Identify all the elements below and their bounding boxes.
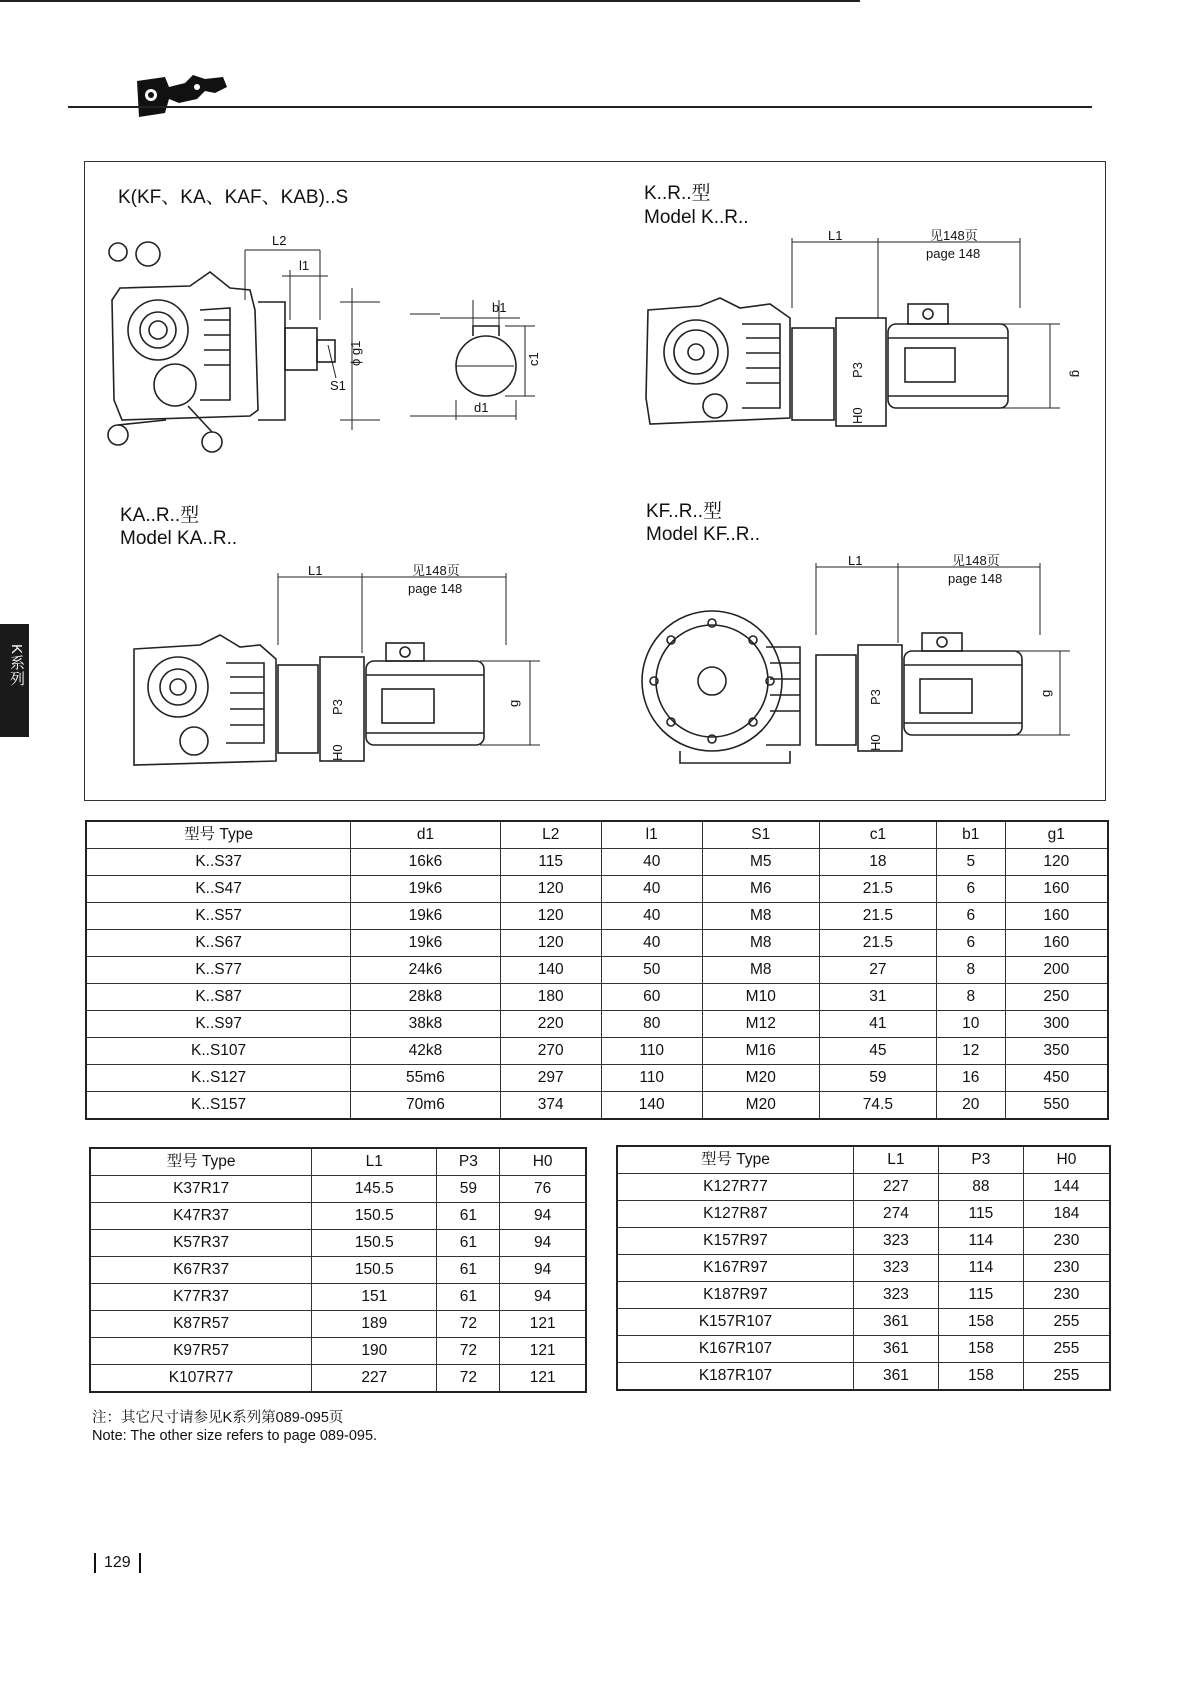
table-cell: 70m6	[351, 1092, 501, 1120]
table-cell: 61	[437, 1257, 500, 1284]
table-row	[86, 1011, 1108, 1038]
table-cell: 115	[500, 849, 601, 876]
table-row	[617, 1201, 1110, 1228]
table-cell: 16k6	[351, 849, 501, 876]
dim-H0-fig2: H0	[850, 407, 865, 424]
table-cell: K97R57	[90, 1338, 312, 1365]
table-cell: 361	[853, 1363, 938, 1391]
table-row	[617, 1228, 1110, 1255]
table-cell: 140	[601, 1092, 702, 1120]
table-row	[90, 1365, 586, 1393]
shaft-dimension-table	[85, 820, 1109, 1120]
table-cell: 150.5	[312, 1203, 437, 1230]
table-cell: K..S107	[86, 1038, 351, 1065]
column-header: 型号 Type	[90, 1148, 312, 1176]
table-row	[617, 1255, 1110, 1282]
table-cell: 21.5	[819, 876, 936, 903]
table-row	[86, 1038, 1108, 1065]
table-cell: 6	[936, 930, 1005, 957]
page-number-text: 129	[104, 1554, 131, 1572]
table-cell: K127R77	[617, 1174, 853, 1201]
dim-d1: d1	[474, 400, 489, 415]
dim-g-fig2: g	[1069, 370, 1084, 378]
fig4-title-cn: KF..R..型	[646, 501, 723, 522]
table-cell: 40	[601, 876, 702, 903]
column-header: P3	[938, 1146, 1023, 1174]
dim-H0-fig3: H0	[330, 744, 345, 761]
table-cell: K47R37	[90, 1203, 312, 1230]
table-cell: 220	[500, 1011, 601, 1038]
table-cell: 300	[1005, 1011, 1108, 1038]
table-cell: M8	[702, 903, 819, 930]
table-cell: 38k8	[351, 1011, 501, 1038]
table-cell: 189	[312, 1311, 437, 1338]
table-cell: 145.5	[312, 1176, 437, 1203]
table-cell: M16	[702, 1038, 819, 1065]
side-section-tab: K系列	[0, 624, 29, 737]
column-header: H0	[1023, 1146, 1110, 1174]
table-cell: M20	[702, 1065, 819, 1092]
dim-P3-fig3: P3	[330, 699, 345, 715]
table-cell: K..S47	[86, 876, 351, 903]
fig1-title: K(KF、KA、KAF、KAB)..S	[118, 187, 349, 208]
dim-l1: l1	[299, 258, 310, 273]
table-cell: K87R57	[90, 1311, 312, 1338]
column-header: L1	[853, 1146, 938, 1174]
table-row	[90, 1257, 586, 1284]
table-row	[617, 1309, 1110, 1336]
note-english: Note: The other size refers to page 089-095.	[92, 1428, 378, 1444]
table-cell: 94	[500, 1284, 586, 1311]
dim-see-cn-fig3: 见148页	[412, 563, 460, 578]
table-cell: K187R97	[617, 1282, 853, 1309]
table-cell: 230	[1023, 1228, 1110, 1255]
column-header: g1	[1005, 821, 1108, 849]
table-row	[86, 849, 1108, 876]
dim-L1-fig3: L1	[308, 563, 323, 578]
table-cell: K157R97	[617, 1228, 853, 1255]
table-cell: K..S37	[86, 849, 351, 876]
table-cell: K..S87	[86, 984, 351, 1011]
table-cell: 323	[853, 1255, 938, 1282]
table-cell: 74.5	[819, 1092, 936, 1120]
table-cell: K..S127	[86, 1065, 351, 1092]
table-cell: 158	[938, 1309, 1023, 1336]
table-cell: 59	[437, 1176, 500, 1203]
table-cell: 361	[853, 1336, 938, 1363]
dim-see-cn-fig2: 见148页	[930, 228, 978, 243]
table-cell: K77R37	[90, 1284, 312, 1311]
fig4-gearbox-motor-drawing	[640, 555, 1080, 780]
table-cell: 151	[312, 1284, 437, 1311]
adapter-dimension-table-right	[616, 1145, 1111, 1391]
table-cell: 21.5	[819, 930, 936, 957]
table-cell: 40	[601, 930, 702, 957]
table-cell: M20	[702, 1092, 819, 1120]
table-cell: 19k6	[351, 876, 501, 903]
fig3-title-en: Model KA..R..	[120, 528, 238, 549]
table-cell: 61	[437, 1203, 500, 1230]
fig2-title-en: Model K..R..	[644, 207, 749, 228]
table-cell: K..S97	[86, 1011, 351, 1038]
fig4-title-en: Model KF..R..	[646, 524, 761, 545]
dim-see-en-fig4: page 148	[948, 571, 1003, 586]
table-cell: 255	[1023, 1309, 1110, 1336]
table-cell: 8	[936, 957, 1005, 984]
table-cell: 121	[500, 1311, 586, 1338]
dim-c1: c1	[526, 352, 541, 366]
table-cell: 270	[500, 1038, 601, 1065]
table-cell: 160	[1005, 903, 1108, 930]
table-cell: 27	[819, 957, 936, 984]
table-cell: 19k6	[351, 930, 501, 957]
table-cell: K..S67	[86, 930, 351, 957]
table-cell: 20	[936, 1092, 1005, 1120]
table-row	[90, 1176, 586, 1203]
table-cell: 184	[1023, 1201, 1110, 1228]
table-cell: 120	[500, 930, 601, 957]
dim-g-fig3: g	[506, 699, 521, 707]
table-cell: K167R97	[617, 1255, 853, 1282]
table-cell: 94	[500, 1203, 586, 1230]
column-header: 型号 Type	[617, 1146, 853, 1174]
table-row	[90, 1203, 586, 1230]
table-cell: 120	[1005, 849, 1108, 876]
table-cell: 28k8	[351, 984, 501, 1011]
column-header: b1	[936, 821, 1005, 849]
column-header: c1	[819, 821, 936, 849]
table-cell: 72	[437, 1311, 500, 1338]
table-row	[617, 1363, 1110, 1391]
table-cell: 40	[601, 849, 702, 876]
table-cell: 59	[819, 1065, 936, 1092]
table-cell: 350	[1005, 1038, 1108, 1065]
table-cell: 94	[500, 1257, 586, 1284]
dim-S1: S1	[330, 378, 346, 393]
table-cell: 5	[936, 849, 1005, 876]
column-header: P3	[437, 1148, 500, 1176]
page-number	[86, 1553, 149, 1573]
table-cell: K127R87	[617, 1201, 853, 1228]
table-cell: 230	[1023, 1255, 1110, 1282]
table-cell: K37R17	[90, 1176, 312, 1203]
table-cell: K..S57	[86, 903, 351, 930]
table-cell: 230	[1023, 1282, 1110, 1309]
table-cell: K..S157	[86, 1092, 351, 1120]
table-row	[86, 1065, 1108, 1092]
table-cell: M8	[702, 957, 819, 984]
table-cell: 61	[437, 1230, 500, 1257]
table-cell: 255	[1023, 1336, 1110, 1363]
table-cell: 21.5	[819, 903, 936, 930]
fig2-title-cn: K..R..型	[644, 183, 711, 204]
fig3-gearbox-motor-drawing	[130, 565, 570, 780]
table-cell: 120	[500, 903, 601, 930]
fig3-title-cn: KA..R..型	[120, 505, 200, 526]
table-row	[90, 1230, 586, 1257]
dim-L1-fig2: L1	[828, 228, 843, 243]
table-row	[86, 903, 1108, 930]
table-header-row	[617, 1146, 1110, 1174]
table-row	[90, 1311, 586, 1338]
table-cell: K107R77	[90, 1365, 312, 1393]
table-cell: 158	[938, 1336, 1023, 1363]
table-row	[86, 876, 1108, 903]
table-cell: 115	[938, 1282, 1023, 1309]
table-cell: 114	[938, 1228, 1023, 1255]
table-cell: 6	[936, 876, 1005, 903]
table-cell: 200	[1005, 957, 1108, 984]
table-cell: 150.5	[312, 1230, 437, 1257]
table-cell: K..S77	[86, 957, 351, 984]
table-cell: 114	[938, 1255, 1023, 1282]
table-cell: 12	[936, 1038, 1005, 1065]
column-header: d1	[351, 821, 501, 849]
table-cell: 227	[853, 1174, 938, 1201]
table-cell: M8	[702, 930, 819, 957]
table-cell: 40	[601, 903, 702, 930]
table-cell: M12	[702, 1011, 819, 1038]
table-cell: 227	[312, 1365, 437, 1393]
table-cell: 72	[437, 1338, 500, 1365]
table-cell: 180	[500, 984, 601, 1011]
table-cell: 250	[1005, 984, 1108, 1011]
table-cell: K57R37	[90, 1230, 312, 1257]
table-cell: 18	[819, 849, 936, 876]
table-cell: 160	[1005, 876, 1108, 903]
dim-H0-fig4: H0	[868, 734, 883, 751]
table-cell: 8	[936, 984, 1005, 1011]
table-cell: M10	[702, 984, 819, 1011]
table-header-row	[86, 821, 1108, 849]
dim-see-en-fig2: page 148	[926, 246, 981, 261]
column-header: 型号 Type	[86, 821, 351, 849]
table-cell: 19k6	[351, 903, 501, 930]
table-cell: 45	[819, 1038, 936, 1065]
table-cell: 6	[936, 903, 1005, 930]
table-cell: K187R107	[617, 1363, 853, 1391]
table-cell: 42k8	[351, 1038, 501, 1065]
table-cell: 140	[500, 957, 601, 984]
table-row	[86, 957, 1108, 984]
table-cell: 115	[938, 1201, 1023, 1228]
column-header: L2	[500, 821, 601, 849]
fig1-gearbox-drawing	[100, 230, 570, 470]
table-cell: 144	[1023, 1174, 1110, 1201]
dim-phi-g1: ϕ g1	[348, 340, 363, 366]
table-cell: 88	[938, 1174, 1023, 1201]
column-header: H0	[500, 1148, 586, 1176]
column-header: l1	[601, 821, 702, 849]
table-cell: 190	[312, 1338, 437, 1365]
table-row	[86, 930, 1108, 957]
table-cell: K67R37	[90, 1257, 312, 1284]
table-row	[617, 1282, 1110, 1309]
table-cell: 50	[601, 957, 702, 984]
table-cell: 76	[500, 1176, 586, 1203]
table-cell: 158	[938, 1363, 1023, 1391]
table-cell: 61	[437, 1284, 500, 1311]
column-header: S1	[702, 821, 819, 849]
table-row	[617, 1174, 1110, 1201]
header-rule	[68, 106, 1092, 108]
dim-g-fig4: g	[1038, 689, 1053, 697]
table-cell: K157R107	[617, 1309, 853, 1336]
note-chinese: 注：其它尺寸请参见K系列第089-095页	[92, 1410, 344, 1426]
top-border-line	[0, 0, 860, 2]
table-cell: 121	[500, 1365, 586, 1393]
table-cell: 150.5	[312, 1257, 437, 1284]
table-cell: M5	[702, 849, 819, 876]
table-cell: 110	[601, 1065, 702, 1092]
table-cell: 361	[853, 1309, 938, 1336]
table-header-row	[90, 1148, 586, 1176]
table-cell: 94	[500, 1230, 586, 1257]
table-cell: 160	[1005, 930, 1108, 957]
table-cell: M6	[702, 876, 819, 903]
table-row	[90, 1338, 586, 1365]
table-cell: K167R107	[617, 1336, 853, 1363]
table-cell: 31	[819, 984, 936, 1011]
fig2-gearbox-motor-drawing	[640, 228, 1084, 443]
table-cell: 41	[819, 1011, 936, 1038]
table-row	[90, 1284, 586, 1311]
table-cell: 72	[437, 1365, 500, 1393]
column-header: L1	[312, 1148, 437, 1176]
table-row	[86, 984, 1108, 1011]
dim-P3-fig4: P3	[868, 689, 883, 705]
table-cell: 323	[853, 1228, 938, 1255]
dim-P3-fig2: P3	[850, 362, 865, 378]
table-cell: 255	[1023, 1363, 1110, 1391]
table-cell: 60	[601, 984, 702, 1011]
table-cell: 10	[936, 1011, 1005, 1038]
dim-see-en-fig3: page 148	[408, 581, 463, 596]
table-row	[617, 1336, 1110, 1363]
table-cell: 297	[500, 1065, 601, 1092]
table-cell: 323	[853, 1282, 938, 1309]
adapter-dimension-table-left	[89, 1147, 587, 1393]
table-cell: 450	[1005, 1065, 1108, 1092]
table-cell: 550	[1005, 1092, 1108, 1120]
dim-b1: b1	[492, 300, 507, 315]
table-cell: 80	[601, 1011, 702, 1038]
table-cell: 110	[601, 1038, 702, 1065]
brand-logo	[135, 73, 230, 119]
table-cell: 16	[936, 1065, 1005, 1092]
table-cell: 120	[500, 876, 601, 903]
table-cell: 374	[500, 1092, 601, 1120]
dim-L2: L2	[272, 233, 287, 248]
table-cell: 274	[853, 1201, 938, 1228]
table-cell: 121	[500, 1338, 586, 1365]
dim-L1-fig4: L1	[848, 553, 863, 568]
table-cell: 55m6	[351, 1065, 501, 1092]
table-cell: 24k6	[351, 957, 501, 984]
dim-see-cn-fig4: 见148页	[952, 553, 1000, 568]
table-row	[86, 1092, 1108, 1120]
